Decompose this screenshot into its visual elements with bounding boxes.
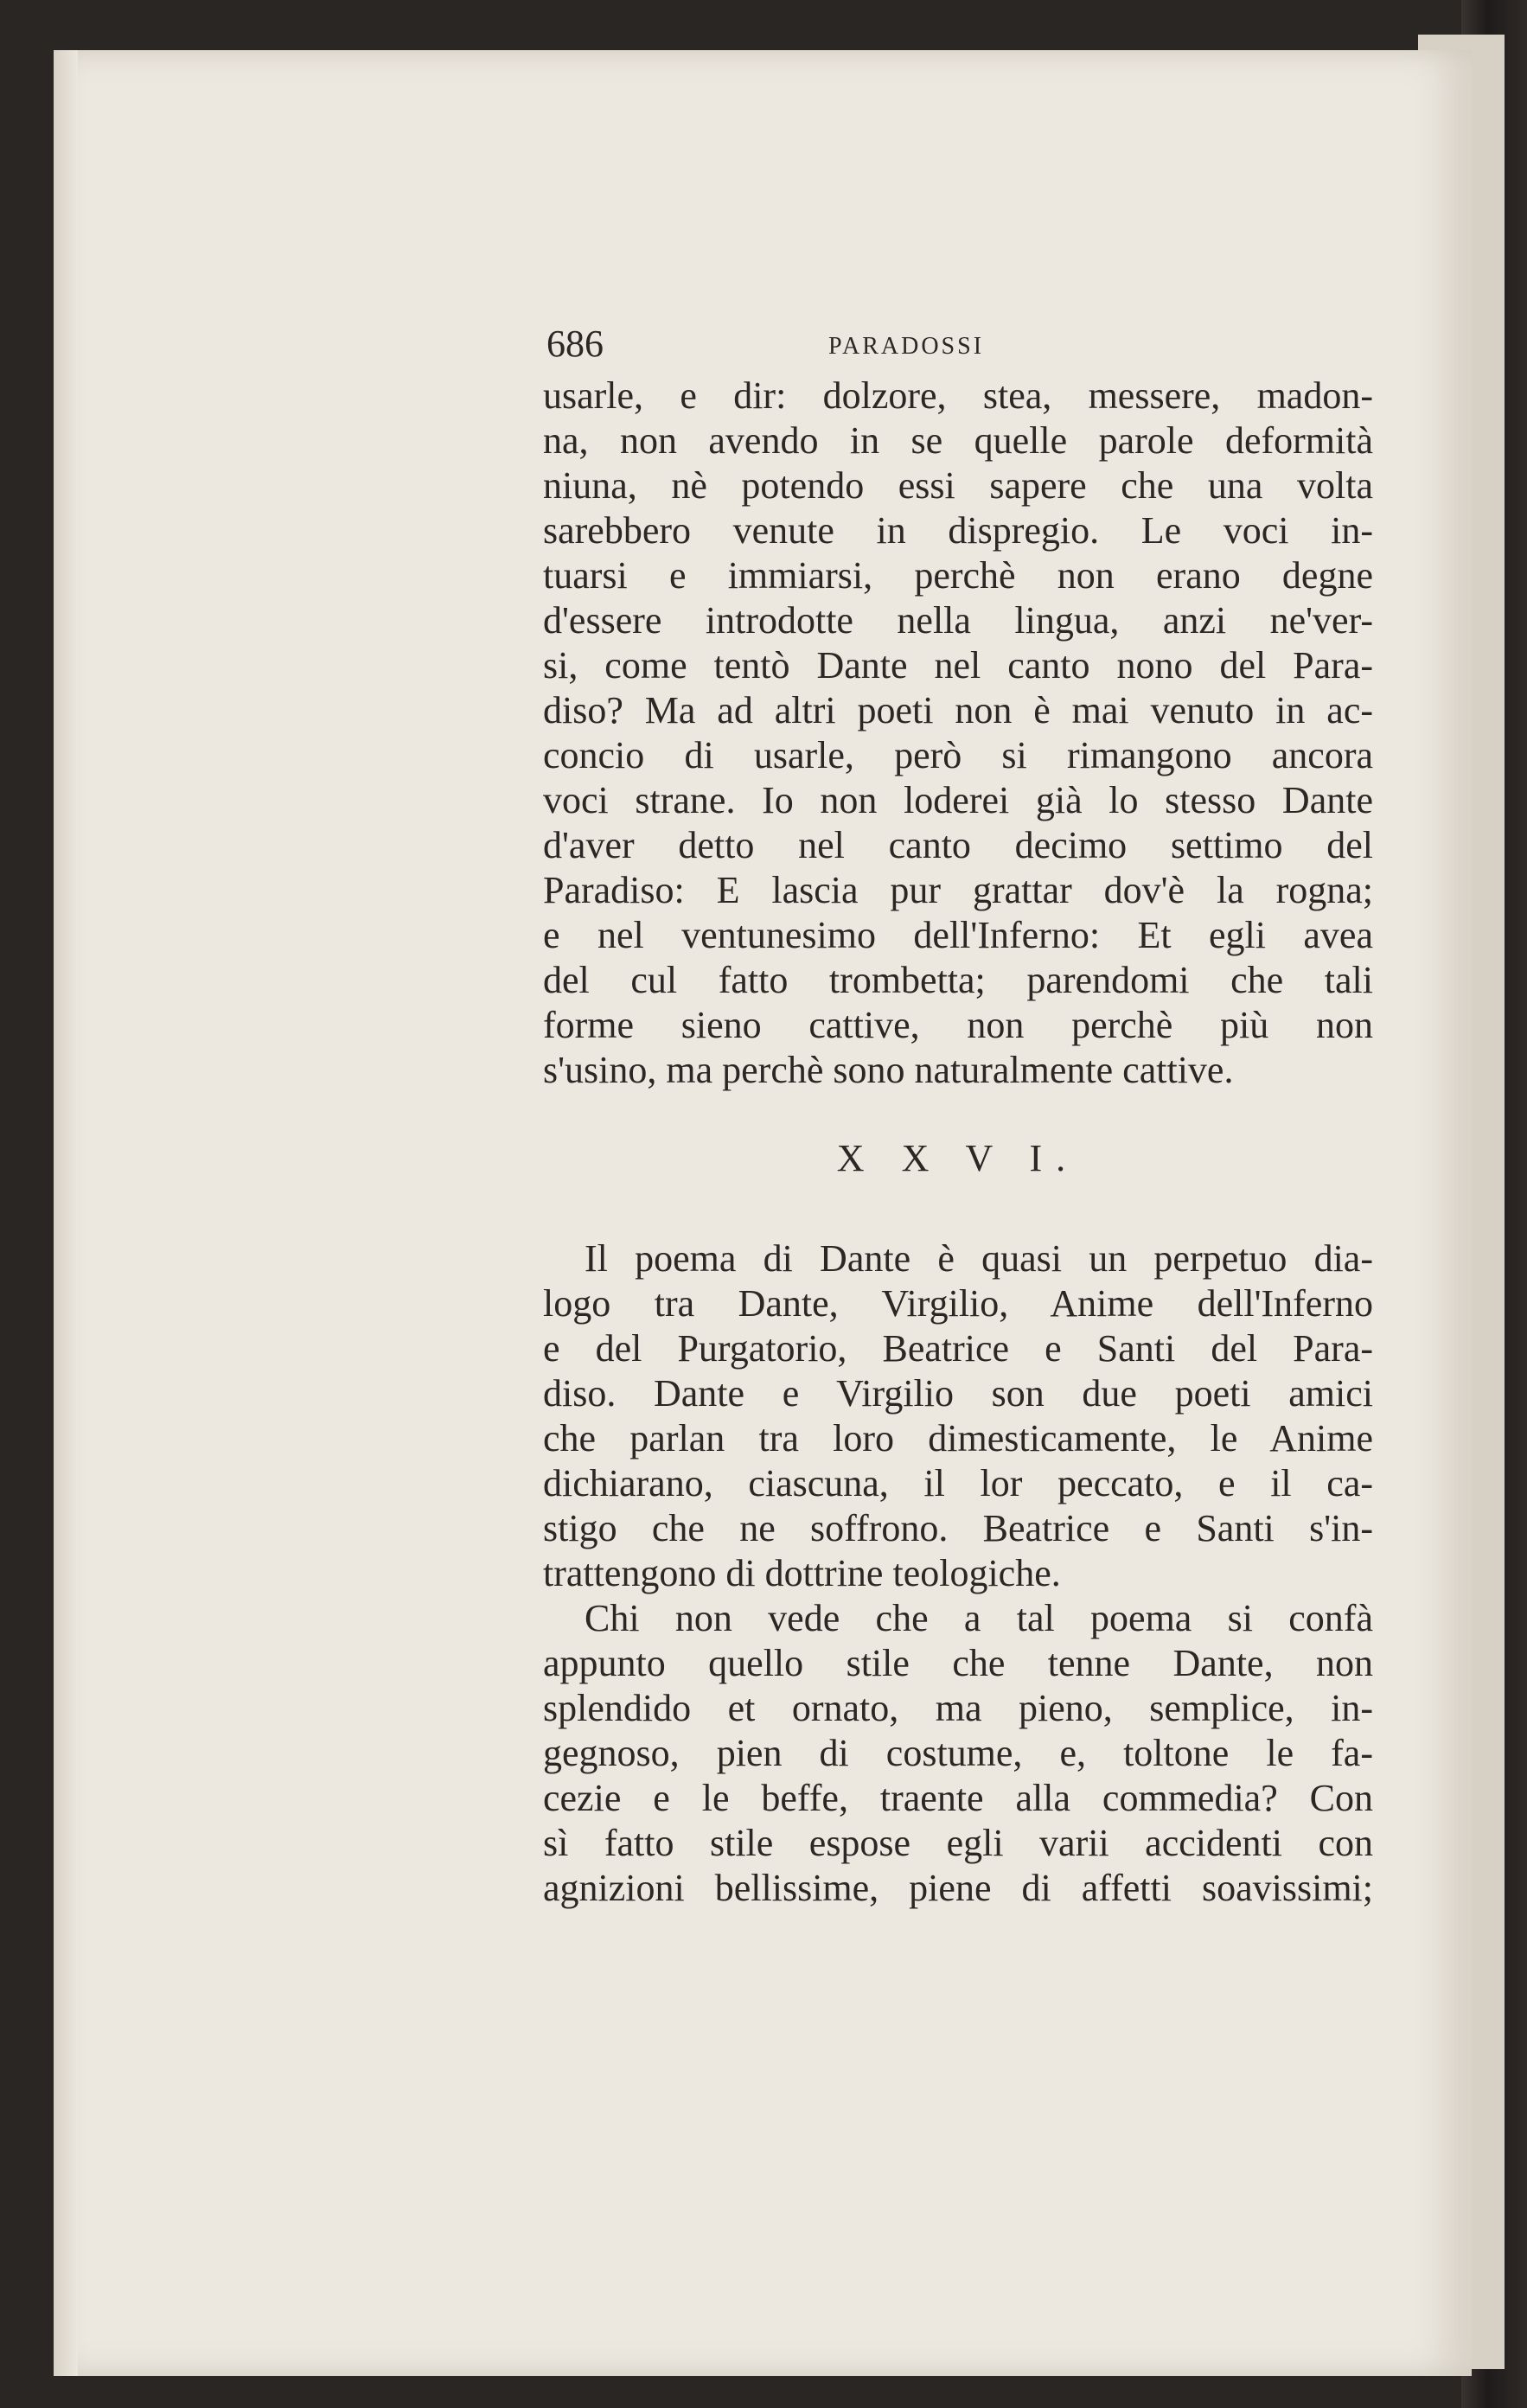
- paragraph-top: [543, 374, 1373, 1093]
- text-line: voci strane. Io non loderei già lo stesso Dante: [543, 779, 1373, 821]
- text-line: d'aver detto nel canto decimo settimo del: [543, 824, 1373, 866]
- running-head: [543, 318, 1373, 374]
- text-line: del cul fatto trombetta; parendomi che tali: [543, 959, 1373, 1001]
- text-line: agnizioni bellissime, piene di affetti soavissimi;: [543, 1867, 1373, 1909]
- text-line: si, come tentò Dante nel canto nono del Para-: [543, 644, 1373, 687]
- text-line: splendido et ornato, ma pieno, semplice, in-: [543, 1687, 1373, 1729]
- text-line: niuna, nè potendo essi sapere che una volta: [543, 464, 1373, 507]
- text-line: d'essere introdotte nella lingua, anzi ne'ver-: [543, 599, 1373, 642]
- text-block: [543, 318, 1373, 1911]
- text-line: stigo che ne soffrono. Beatrice e Santi s'in-: [543, 1507, 1373, 1549]
- text-line: concio di usarle, però si rimangono ancora: [543, 734, 1373, 776]
- text-line: logo tra Dante, Virgilio, Anime dell'Inferno: [543, 1282, 1373, 1325]
- text-line: sì fatto stile espose egli varii accidenti con: [543, 1822, 1373, 1864]
- text-line: Chi non vede che a tal poema si confà: [585, 1597, 1373, 1639]
- text-line: usarle, e dir: dolzore, stea, messere, madon-: [543, 374, 1373, 417]
- text-line: e del Purgatorio, Beatrice e Santi del Para-: [543, 1327, 1373, 1370]
- text-line: gegnoso, pien di costume, e, toltone le fa-: [543, 1732, 1373, 1774]
- text-line: trattengono di dottrine teologiche.: [543, 1552, 1061, 1594]
- text-line: dichiarano, ciascuna, il lor peccato, e il ca-: [543, 1462, 1373, 1504]
- text-line: sarebbero venute in dispregio. Le voci in-: [543, 509, 1373, 552]
- page-edge: [54, 50, 78, 2376]
- paragraph-three: [543, 1596, 1373, 1911]
- text-line: na, non avendo in se quelle parole deformità: [543, 419, 1373, 462]
- text-line: Il poema di Dante è quasi un perpetuo dia-: [585, 1237, 1373, 1280]
- text-line: e nel ventunesimo dell'Inferno: Et egli avea: [543, 914, 1373, 956]
- text-line: che parlan tra loro dimesticamente, le Anime: [543, 1417, 1373, 1459]
- text-line: s'usino, ma perchè sono naturalmente cattive.: [543, 1049, 1234, 1091]
- running-title: PARADOSSI: [828, 333, 985, 360]
- text-line: cezie e le beffe, traente alla commedia? Con: [543, 1777, 1373, 1819]
- text-line: tuarsi e immiarsi, perchè non erano degne: [543, 554, 1373, 597]
- page-number: 686: [546, 323, 604, 365]
- text-line: diso? Ma ad altri poeti non è mai venuto in ac-: [543, 689, 1373, 731]
- text-line: appunto quello stile che tenne Dante, non: [543, 1642, 1373, 1684]
- text-line: diso. Dante e Virgilio son due poeti amici: [543, 1372, 1373, 1415]
- text-line: forme sieno cattive, non perchè più non: [543, 1004, 1373, 1046]
- chapter-heading: X X V I.: [836, 1137, 1080, 1179]
- paragraph-two: [543, 1236, 1373, 1596]
- text-line: Paradiso: E lascia pur grattar dov'è la rogna;: [543, 869, 1373, 911]
